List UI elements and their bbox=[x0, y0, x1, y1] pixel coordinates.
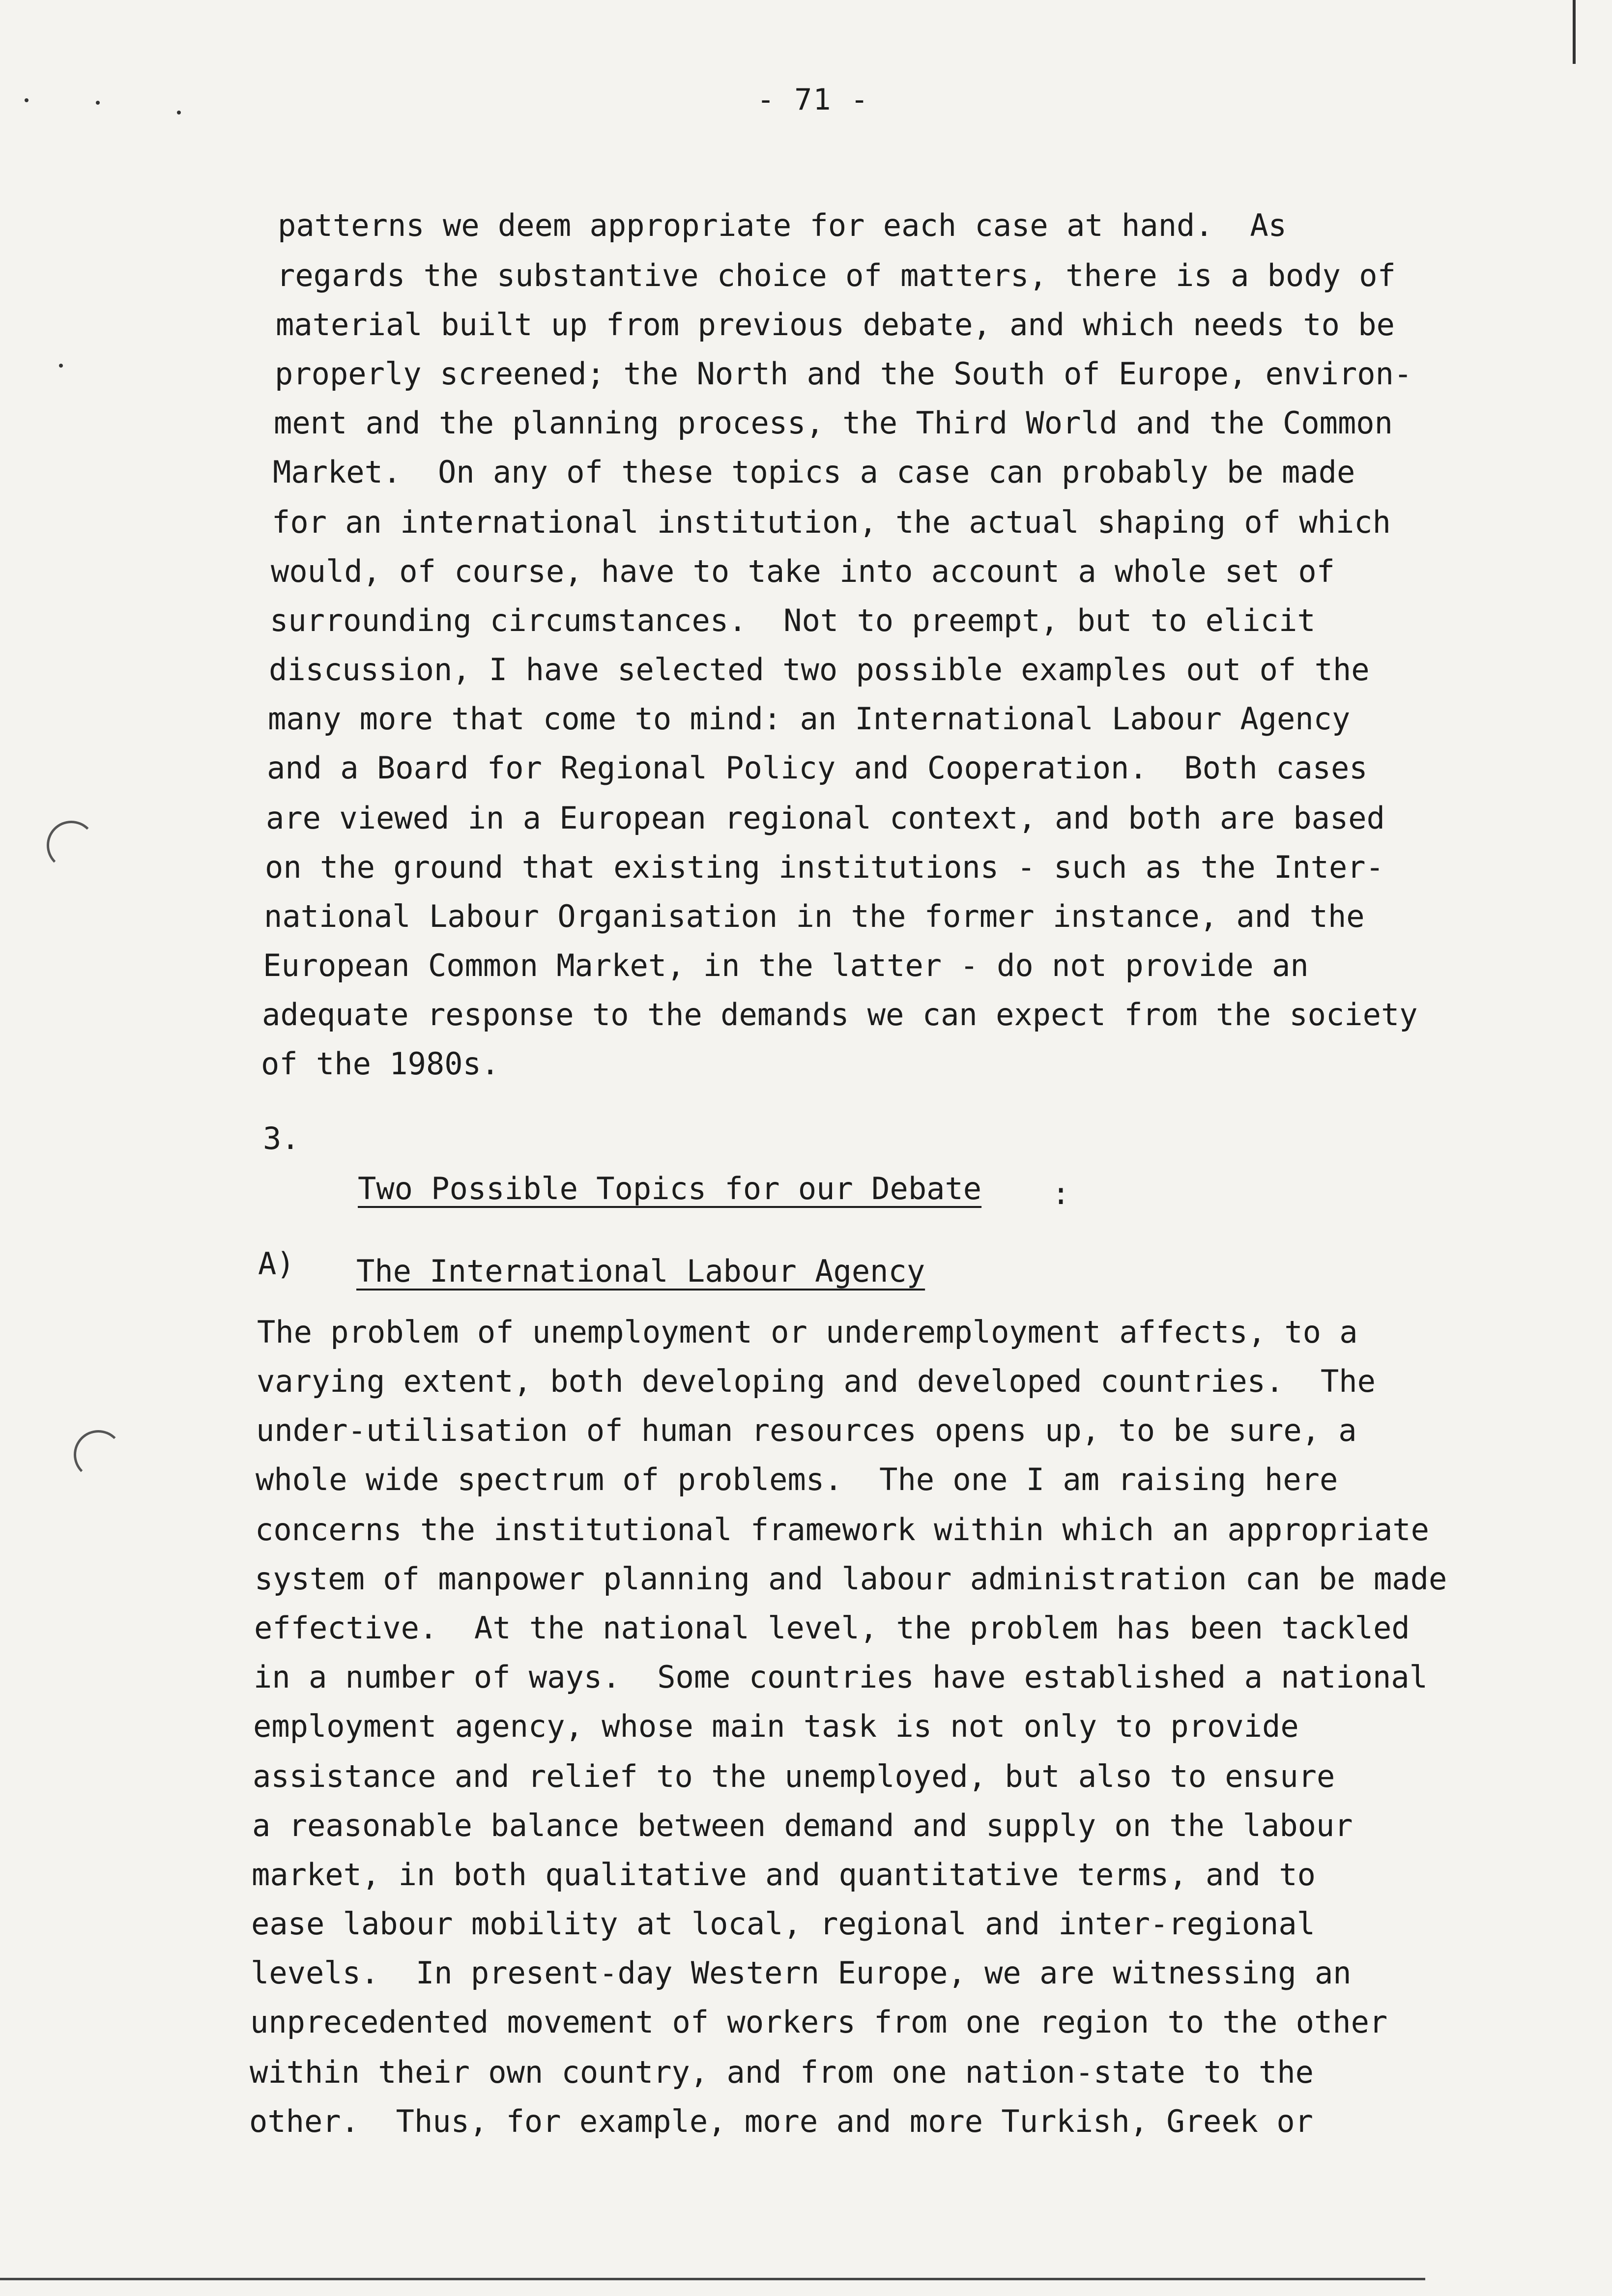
text-line: system of manpower planning and labour administration can be made bbox=[255, 1561, 1447, 1597]
punch-hole bbox=[74, 1430, 123, 1479]
text-line: other. Thus, for example, more and more Turkish, Greek or bbox=[249, 2103, 1313, 2139]
text-line: patterns we deem appropriate for each case at hand. As bbox=[278, 207, 1287, 243]
section-number: 3. bbox=[263, 1120, 300, 1156]
page-number: - 71 - bbox=[757, 83, 869, 117]
text-line: levels. In present-day Western Europe, we are witnessing an bbox=[251, 1955, 1352, 1991]
text-line: ease labour mobility at local, regional and inter-regional bbox=[251, 1906, 1315, 1942]
text-line: European Common Market, in the latter - do not provide an bbox=[263, 947, 1309, 983]
text-line: of the 1980s. bbox=[261, 1046, 500, 1082]
scan-speck bbox=[25, 98, 29, 102]
text-line: in a number of ways. Some countries have established a national bbox=[254, 1659, 1428, 1695]
scan-speck bbox=[96, 101, 100, 105]
section-title-colon: : bbox=[1052, 1176, 1070, 1211]
text-line: surrounding circumstances. Not to preempt, but to elicit bbox=[270, 603, 1316, 638]
text-line: within their own country, and from one nation-state to the bbox=[250, 2054, 1314, 2090]
text-line: discussion, I have selected two possible examples out of the bbox=[269, 652, 1370, 688]
text-line: many more that come to mind: an International Labour Agency bbox=[268, 701, 1351, 737]
text-line: varying extent, both developing and developed countries. The bbox=[257, 1363, 1376, 1399]
section-title: Two Possible Topics for our Debate bbox=[358, 1171, 982, 1206]
scan-speck bbox=[59, 364, 63, 368]
text-line: The problem of unemployment or underemployment affects, to a bbox=[257, 1314, 1358, 1350]
subsection-number: A) bbox=[258, 1246, 295, 1282]
text-line: regards the substantive choice of matters, there is a body of bbox=[277, 258, 1396, 293]
punch-hole bbox=[47, 821, 96, 870]
text-line: effective. At the national level, the problem has been tackled bbox=[254, 1610, 1410, 1646]
text-line: unprecedented movement of workers from one region to the other bbox=[250, 2004, 1388, 2040]
text-line: Market. On any of these topics a case can probably be made bbox=[273, 454, 1355, 490]
text-line: properly screened; the North and the South of Europe, environ- bbox=[275, 356, 1412, 392]
text-line: market, in both qualitative and quantitative terms, and to bbox=[252, 1857, 1316, 1893]
text-line: adequate response to the demands we can expect from the society bbox=[262, 997, 1418, 1033]
text-line: national Labour Organisation in the former instance, and the bbox=[264, 898, 1365, 934]
text-line: are viewed in a European regional context, and both are based bbox=[266, 800, 1385, 836]
text-line: for an international institution, the actual shaping of which bbox=[272, 504, 1391, 540]
text-line: employment agency, whose main task is not only to provide bbox=[253, 1708, 1299, 1744]
subsection-title: The International Labour Agency bbox=[356, 1253, 925, 1289]
text-line: and a Board for Regional Policy and Cooperation. Both cases bbox=[267, 750, 1368, 786]
text-line: on the ground that existing institutions - such as the Inter- bbox=[265, 849, 1384, 885]
scan-speck bbox=[177, 111, 181, 115]
text-line: material built up from previous debate, and which needs to be bbox=[276, 307, 1395, 343]
text-line: concerns the institutional framework within which an appropriate bbox=[255, 1512, 1429, 1548]
scan-edge-mark bbox=[1573, 0, 1576, 64]
text-line: whole wide spectrum of problems. The one I am raising here bbox=[256, 1462, 1338, 1497]
bottom-rule bbox=[0, 2278, 1425, 2280]
text-line: ment and the planning process, the Third World and the Common bbox=[274, 405, 1393, 441]
text-line: assistance and relief to the unemployed, but also to ensure bbox=[253, 1758, 1335, 1794]
text-line: a reasonable balance between demand and supply on the labour bbox=[252, 1808, 1353, 1843]
text-line: under-utilisation of human resources opens up, to be sure, a bbox=[256, 1412, 1357, 1448]
text-line: would, of course, have to take into account a whole set of bbox=[271, 553, 1335, 589]
